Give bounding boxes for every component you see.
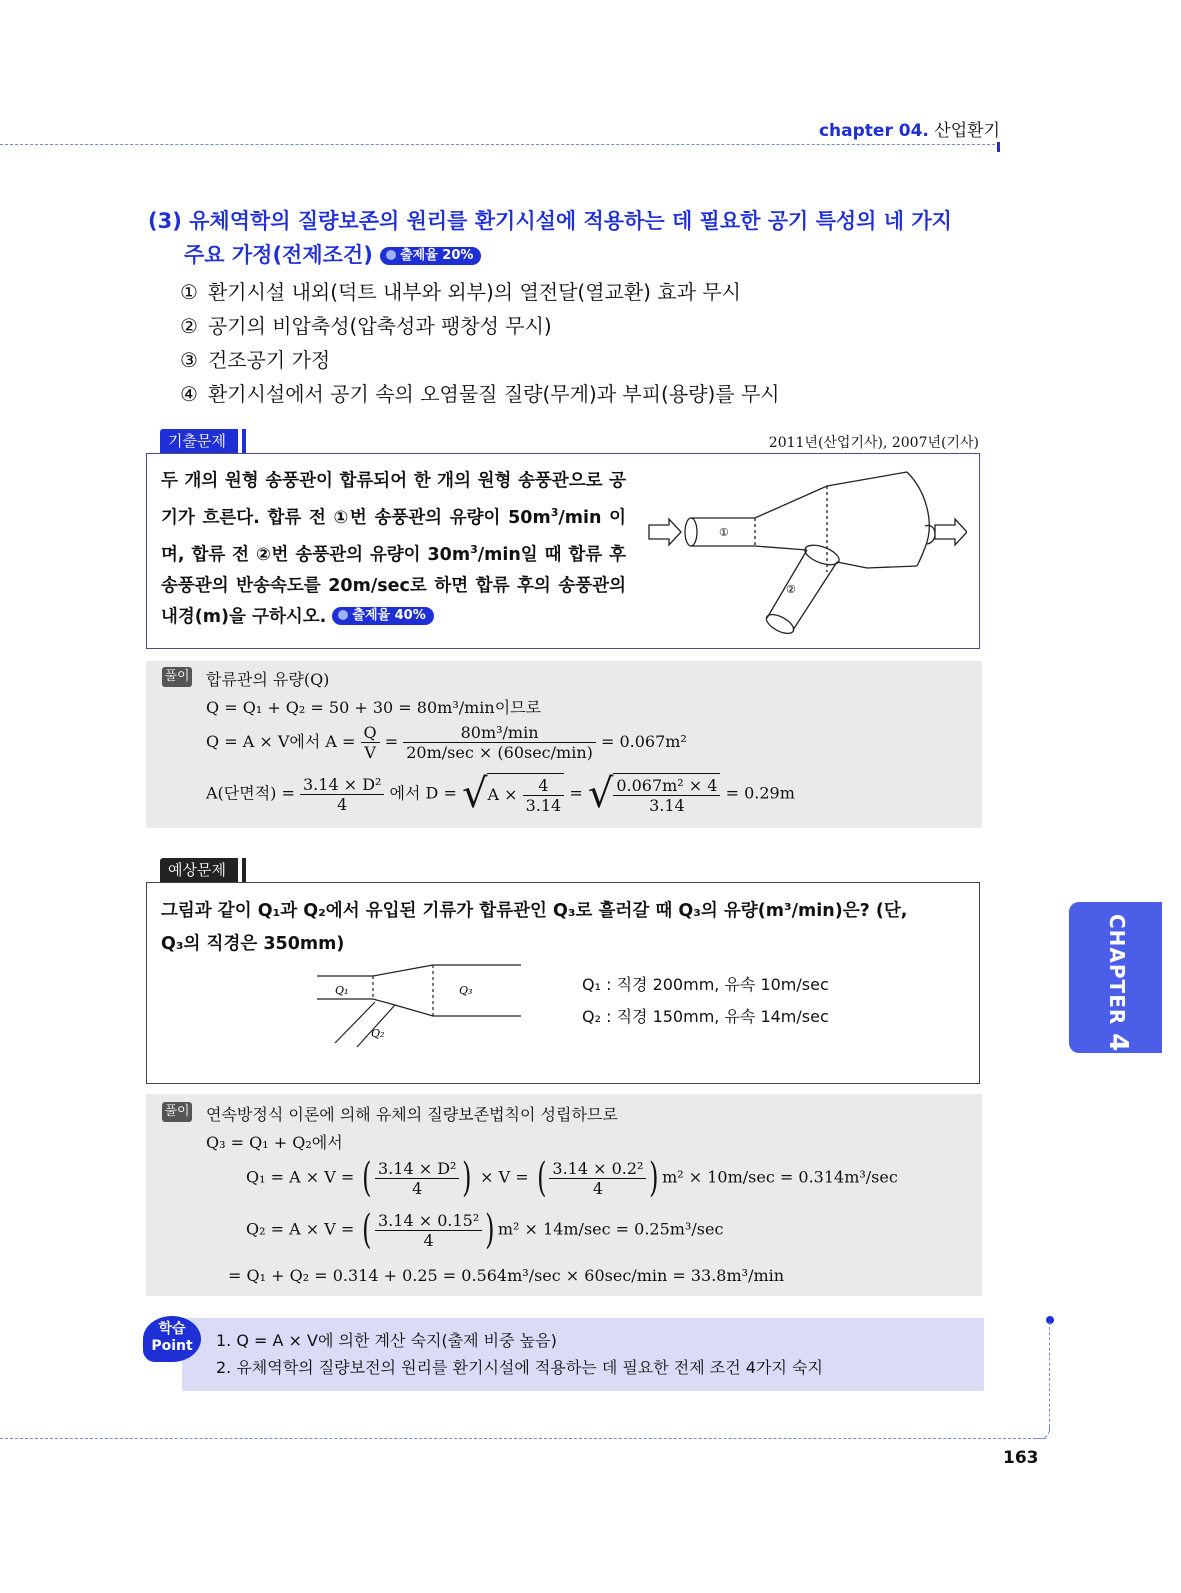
fraction	[613, 776, 720, 815]
study-point-item: 1. Q = A × V에 의한 계산 숙지(출제 비중 높음)	[216, 1331, 557, 1350]
study-point-item: 2. 유체역학의 질량보전의 원리를 환기시설에 적용하는 데 필요한 전제 조건 4가지 숙지	[216, 1358, 823, 1377]
solution-line: Q = Q₁ + Q₂ = 50 + 30 = 80m³/min이므로	[206, 698, 542, 717]
radical-sign: √	[461, 771, 488, 817]
fig-label-q2: Q₂	[371, 1027, 385, 1040]
expected-question-box	[146, 882, 980, 1084]
fraction-denominator: 3.14	[525, 796, 562, 815]
radicand	[613, 773, 720, 815]
fraction-denominator: 4	[412, 1178, 423, 1198]
item-number: ②	[180, 314, 198, 338]
fraction-numerator: 80m³/min	[403, 723, 596, 743]
fraction-numerator: 3.14 × D²	[375, 1159, 459, 1179]
solution-line: 연속방정식 이론에 의해 유체의 질량보존법칙이 성립하므로	[206, 1105, 618, 1124]
fig-label-q1: Q₁	[335, 984, 349, 997]
page-number: 163	[1003, 1448, 1039, 1468]
paren-right: )	[649, 1155, 659, 1201]
condition-line: Q₂ : 직경 150mm, 유속 14m/sec	[582, 1007, 829, 1026]
fraction	[523, 776, 565, 815]
paren-right: )	[462, 1155, 472, 1201]
chapter-label: chapter 04.	[818, 121, 929, 141]
solution-equation	[246, 1155, 898, 1201]
section-heading-line2	[148, 238, 993, 272]
condition-line: Q₁ : 직경 200mm, 유속 10m/sec	[582, 975, 829, 994]
side-tab-number: 4	[1103, 1033, 1133, 1053]
fraction-numerator: 3.14 × 0.15²	[375, 1211, 482, 1231]
question-line: Q₃의 직경은 350mm)	[161, 934, 345, 954]
question-text: 두 개의 원형 송풍관이 합류되어 한 개의 원형 송풍관으로 공기가 흐른다. 합류 전 ①번 송풍관의 유량이 $50m^3/\min$ 이며, 합류 전 ②번 송풍관의 유량이 $30m^3/\min$일 때 합류 후 송풍관의 반송속도를 20m/sec로 하면 합류 후의 송풍관의 내경(m)을 구하시오. 출제율 40%	[161, 471, 626, 627]
eq-result: = 0.29m	[725, 783, 795, 803]
fraction	[361, 723, 380, 762]
item-number: ①	[180, 280, 198, 304]
fraction-numerator: Q	[361, 723, 380, 743]
fraction	[375, 1211, 482, 1250]
logo-top-text: 학습	[158, 1321, 186, 1337]
fraction	[375, 1159, 459, 1198]
radicand	[487, 773, 564, 815]
rate-badge: 출제율 40%	[332, 607, 433, 625]
item-text: 건조공기 가정	[207, 348, 331, 372]
question-part: /min 이며, 합류 전 ②번 송풍관의 유량이 30m	[161, 507, 626, 565]
eq-result: m² × 14m/sec = 0.25m³/sec	[497, 1219, 724, 1239]
fraction	[549, 1159, 646, 1198]
past-exam-box	[146, 453, 980, 649]
paren-right: )	[485, 1207, 495, 1253]
eq-result: = 0.067m²	[600, 732, 687, 751]
question-text	[161, 895, 971, 961]
section-heading	[148, 204, 993, 272]
item-number: ③	[180, 348, 198, 372]
expected-question-tag: 예상문제	[160, 858, 238, 882]
item-text: 공기의 비압축성(압축성과 팽창성 무시)	[207, 314, 552, 338]
radical-sign: √	[587, 771, 614, 817]
eq-result: m² × 10m/sec = 0.314m³/sec	[662, 1167, 898, 1187]
fraction-numerator: 4	[523, 776, 565, 796]
solution-box-1	[146, 661, 982, 828]
fraction-denominator: 20m/sec × (60sec/min)	[406, 743, 593, 762]
rate-badge: 출제율 20%	[380, 247, 481, 265]
fraction-denominator: V	[364, 743, 376, 762]
solution-equation	[206, 773, 795, 815]
past-exam-tag: 기출문제	[160, 429, 238, 453]
duct-label-2: ②	[786, 583, 796, 596]
given-conditions	[582, 969, 829, 1033]
eq-part: 에서 D =	[389, 783, 457, 803]
fraction-numerator: 0.067m² × 4	[613, 776, 720, 796]
footer-dot	[1046, 1316, 1054, 1324]
study-point-logo	[143, 1316, 201, 1362]
solution-equation	[206, 723, 687, 762]
page-header	[0, 112, 1000, 152]
side-tab-text	[1103, 914, 1133, 1052]
chapter-name: 산업환기	[934, 121, 1000, 141]
eq-part: =	[569, 783, 583, 803]
eq-part: Q₁ = A × V =	[246, 1167, 355, 1187]
section-heading-text: 주요 가정(전제조건)	[184, 243, 373, 267]
study-point-box	[182, 1318, 984, 1391]
solution-badge: 풀이	[162, 1102, 192, 1122]
list-item	[180, 377, 780, 411]
header-rule	[0, 144, 1000, 145]
paren-left: (	[362, 1207, 372, 1253]
fraction-denominator: 4	[423, 1230, 434, 1250]
solution-equation	[246, 1207, 724, 1253]
chapter-side-tab[interactable]	[1069, 902, 1162, 1053]
eq-part: Q = A × V에서 A =	[206, 732, 356, 751]
study-point-text	[216, 1327, 823, 1381]
list-item	[180, 309, 780, 343]
exam-years: 2011년(산업기사), 2007년(기사)	[768, 435, 979, 451]
footer-rule	[0, 1438, 1046, 1439]
eq-part: A ×	[487, 785, 518, 804]
item-number: ④	[180, 382, 198, 406]
eq-part: × V =	[480, 1167, 529, 1187]
junction-figure	[315, 961, 525, 1049]
duct-label-1: ①	[719, 526, 729, 539]
section-heading-line1: (3) 유체역학의 질량보존의 원리를 환기시설에 적용하는 데 필요한 공기 특성의 네 가지	[148, 209, 952, 233]
fraction	[403, 723, 596, 762]
paren-left: (	[536, 1155, 547, 1201]
duct-merge-figure	[647, 462, 967, 642]
paren-left: (	[362, 1155, 372, 1201]
eq-part: A(단면적) =	[206, 783, 295, 803]
fraction-numerator: 3.14 × 0.2²	[549, 1159, 646, 1179]
header-tick	[997, 142, 1000, 152]
eq-part: Q₂ = A × V =	[246, 1219, 355, 1239]
logo-bottom-text: Point	[151, 1338, 193, 1354]
item-text: 환기시설에서 공기 속의 오염물질 질량(무게)과 부피(용량)를 무시	[207, 382, 780, 406]
fraction-denominator: 4	[592, 1178, 604, 1198]
list-item	[180, 275, 780, 309]
assumption-list	[180, 275, 780, 411]
fraction-denominator: 4	[337, 794, 348, 814]
solution-line: Q₃ = Q₁ + Q₂에서	[206, 1133, 343, 1152]
fraction-numerator: 3.14 × D²	[300, 775, 384, 795]
footer-corner	[1036, 1425, 1050, 1439]
question-part: 두 개의 원형 송풍관이 합류되어 한 개의 원형 송풍관으로 공기가 흐른다. 합류 전 ①번 송풍관의 유량이 50m	[161, 471, 626, 528]
item-text: 환기시설 내외(덕트 내부와 외부)의 열전달(열교환) 효과 무시	[207, 280, 741, 304]
fraction	[300, 775, 384, 814]
solution-box-2	[146, 1094, 982, 1296]
solution-final: = Q₁ + Q₂ = 0.314 + 0.25 = 0.564m³/sec × 60sec/min = 33.8m³/min	[228, 1266, 785, 1285]
fig-label-q3: Q₃	[459, 984, 473, 997]
question-part: /min일 때 합류 후 송풍관의 반송속도를 20m/sec로 하면 합류 후의 송풍관의 내경(m)을 구하시오.	[161, 544, 626, 627]
fraction-denominator: 3.14	[649, 796, 685, 815]
solution-badge: 풀이	[162, 667, 192, 687]
running-title	[819, 116, 1000, 141]
solution-line: 합류관의 유량(Q)	[206, 670, 330, 689]
list-item	[180, 343, 780, 377]
eq-part: =	[384, 732, 399, 751]
question-line: 그림과 같이 Q₁과 Q₂에서 유입된 기류가 합류관인 Q₃로 흘러갈 때 Q₃의 유량(m³/min)은? (단,	[161, 901, 908, 921]
footer-vertical-rule	[1049, 1322, 1050, 1432]
side-tab-label: CHAPTER	[1105, 914, 1129, 1026]
